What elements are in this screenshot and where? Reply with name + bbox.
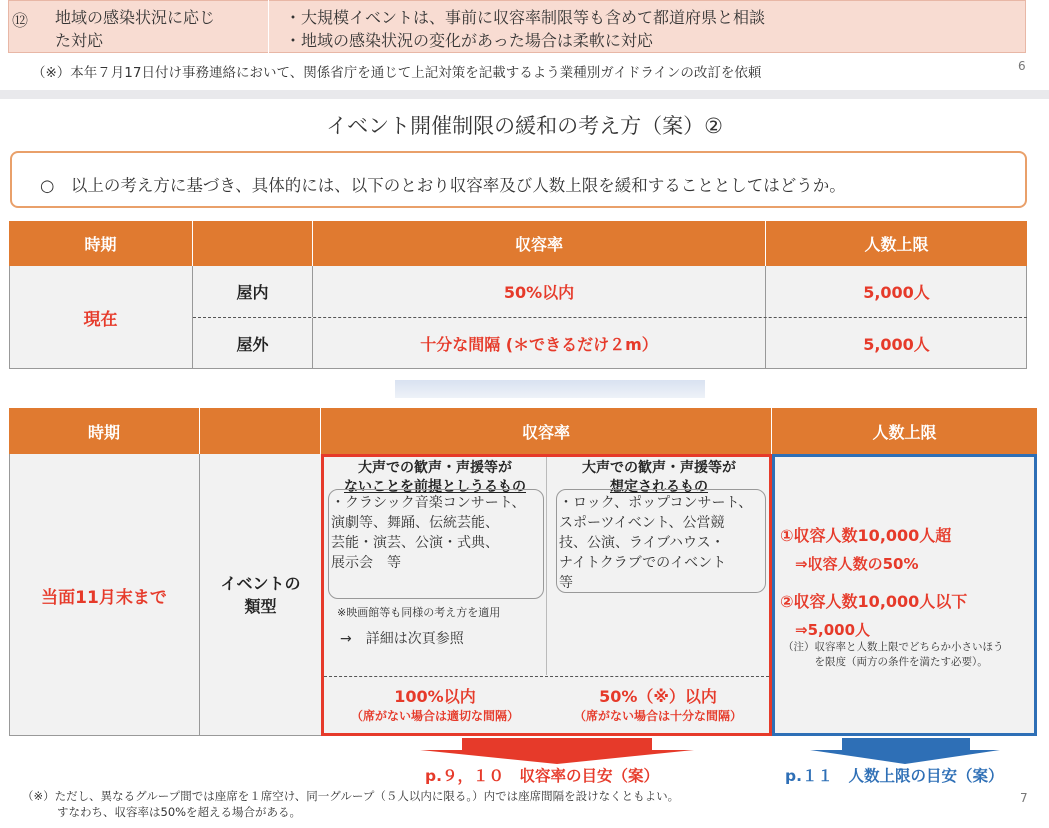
t1-header-blank [193, 221, 313, 266]
category-a-title-1: 大声での歓声・声援等が [358, 460, 512, 476]
limit-rule-1-result: ⇒収容人数の50% [795, 555, 919, 573]
t2-period: 当面11月末まで [9, 454, 200, 736]
limit-note: （注）収容率と人数上限でどちらか小さいほう を限度（両方の条件を満たす必要）。 [783, 641, 1004, 668]
limit-rule-1: ①収容人数10,000人超 [780, 526, 952, 545]
blue-arrow-label: p.１１ 人数上限の目安（案） [785, 767, 1004, 785]
category-b-title-1: 大声での歓声・声援等が [582, 460, 736, 476]
t1-limit-outdoor: 5,000人 [863, 335, 930, 354]
t2-header-limit: 人数上限 [772, 408, 1037, 454]
category-a-title-2: ないことを前提としうるもの [344, 479, 526, 495]
category-a-list: ・クラシック音楽コンサート、 演劇等、舞踊、伝統芸能、 芸能・演芸、公演・式典、 展示会 等 [331, 495, 526, 571]
t1-limit-indoor: 5,000人 [863, 283, 930, 302]
t1-rate-indoor: 50%以内 [313, 266, 766, 317]
red-arrow-body [462, 738, 652, 750]
limit-rule-2: ②収容人数10,000人以下 [780, 592, 968, 611]
prev-detail-2: ・地域の感染状況の変化があった場合は柔軟に対応 [285, 31, 653, 50]
red-arrow-head [420, 750, 694, 764]
category-b-title-2: 想定されるもの [610, 479, 708, 495]
lead-text: ○ 以上の考え方に基づき、具体的には、以下のとおり収容率及び人数上限を緩和することとしてはどうか。 [40, 176, 846, 195]
footnote-1: （※）ただし、異なるグループ間では座席を１席空け、同一グループ（５人以内に限る。）内では座席間隔を設けなくともよい。 [22, 789, 680, 803]
rate-divider [546, 457, 547, 675]
down-arrow-band [395, 380, 705, 398]
t1-type-outdoor: 屋外 [193, 318, 313, 369]
category-b-rate-note: （席がない場合は十分な間隔） [573, 709, 742, 723]
category-b-rate [547, 684, 769, 724]
prev-note: （※）本年７月17日付け事務連絡において、関係省庁を通じて上記対策を記載するよう業種別ガイドラインの改訂を依頼 [32, 65, 762, 81]
slide-title: イベント開催制限の緩和の考え方（案）② [326, 114, 723, 138]
page-number: 7 [1020, 791, 1028, 805]
prev-row-detail [285, 6, 765, 52]
prev-divider [268, 0, 269, 53]
t2-header-period: 時期 [9, 408, 200, 454]
category-b-list: ・ロック、ポップコンサート、 スポーツイベント、公営競 技、公演、ライブハウス・ ナイトクラブでのイベント 等 [559, 495, 753, 591]
t2-header-rate: 収容率 [321, 408, 772, 454]
category-b-rate-value: 50%（※）以内 [599, 687, 717, 706]
t1-type-indoor: 屋内 [193, 266, 313, 317]
rate-dashed-divider [324, 676, 769, 677]
blue-arrow-body [842, 738, 970, 750]
red-arrow-label: p.９，１０ 収容率の目安（案） [425, 767, 659, 785]
t1-header-period: 時期 [9, 221, 193, 266]
t1-header-limit: 人数上限 [766, 221, 1027, 266]
category-a-rate-note: （席がない場合は適切な間隔） [350, 709, 519, 723]
t2-header-blank [200, 408, 321, 454]
prev-page-number: 6 [1018, 59, 1026, 73]
t1-rate-outdoor: 十分な間隔 (＊できるだけ２m） [313, 318, 766, 369]
prev-detail-1: ・大規模イベントは、事前に収容率制限等も含めて都道府県と相談 [285, 8, 766, 27]
limit-rule-2-result: ⇒5,000人 [795, 621, 871, 639]
prev-row-label: 地域の感染状況に応じ た対応 [55, 8, 216, 50]
blue-arrow-head [810, 750, 1000, 764]
t1-period: 現在 [9, 266, 193, 369]
footnote-2: すなわち、収容率は50%を超える場合がある。 [57, 805, 302, 819]
t2-type-label: イベントの 類型 [220, 574, 301, 616]
category-a-rate-value: 100%以内 [394, 687, 476, 706]
t1-header-rate: 収容率 [313, 221, 766, 266]
category-a-rate [324, 684, 546, 724]
see-next-page: → 詳細は次頁参照 [340, 631, 464, 647]
prev-row-number: ⑫ [12, 11, 29, 30]
movie-note: ※映画館等も同様の考え方を適用 [337, 606, 501, 619]
